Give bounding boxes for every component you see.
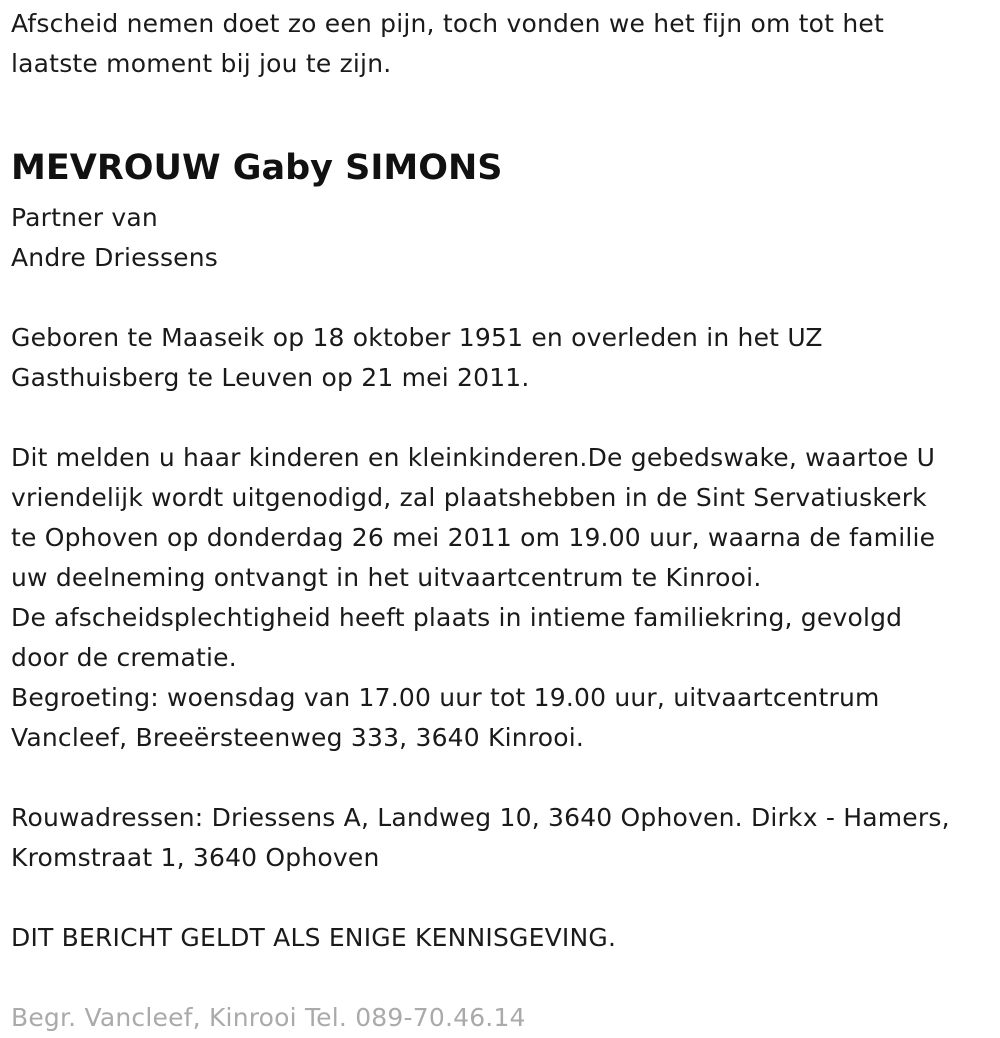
relation-label: Partner van xyxy=(11,203,158,232)
spacer xyxy=(11,958,986,998)
announcement-line-1: Dit melden u haar kinderen en kleinkinderen.De gebedswake, waartoe U xyxy=(11,443,936,472)
funeral-director-footer: Begr. Vancleef, Kinrooi Tel. 089-70.46.14 xyxy=(11,1003,526,1032)
announcement-line-8: Vancleef, Breeërsteenweg 333, 3640 Kinrooi. xyxy=(11,723,585,752)
intro-text-line-2: laatste moment bij jou te zijn. xyxy=(11,49,392,78)
notice-text: DIT BERICHT GELDT ALS ENIGE KENNISGEVING. xyxy=(11,923,617,952)
announcement-line-7: Begroeting: woensdag van 17.00 uur tot 19.00 uur, uitvaartcentrum xyxy=(11,683,880,712)
spacer xyxy=(11,758,986,798)
spacer xyxy=(11,398,986,438)
spacer xyxy=(11,278,986,318)
intro-text-line-1: Afscheid nemen doet zo een pijn, toch vonden we het fijn om tot het xyxy=(11,9,884,38)
birth-death-line-2: Gasthuisberg te Leuven op 21 mei 2011. xyxy=(11,363,530,392)
announcement-line-3: te Ophoven op donderdag 26 mei 2011 om 19.00 uur, waarna de familie xyxy=(11,523,936,552)
obituary-notice xyxy=(11,4,986,1038)
addresses-line-1: Rouwadressen: Driessens A, Landweg 10, 3640 Ophoven. Dirkx - Hamers, xyxy=(11,803,950,832)
partner-name: Andre Driessens xyxy=(11,243,219,272)
spacer xyxy=(11,878,986,918)
announcement-line-4: uw deelneming ontvangt in het uitvaartcentrum te Kinrooi. xyxy=(11,563,762,592)
announcement-line-5: De afscheidsplechtigheid heeft plaats in intieme familiekring, gevolgd xyxy=(11,603,903,632)
birth-death-line-1: Geboren te Maaseik op 18 oktober 1951 en overleden in het UZ xyxy=(11,323,823,352)
announcement-line-2: vriendelijk wordt uitgenodigd, zal plaatshebben in de Sint Servatiuskerk xyxy=(11,483,927,512)
deceased-name: MEVROUW Gaby SIMONS xyxy=(11,148,503,188)
announcement-line-6: door de crematie. xyxy=(11,643,237,672)
addresses-line-2: Kromstraat 1, 3640 Ophoven xyxy=(11,843,380,872)
